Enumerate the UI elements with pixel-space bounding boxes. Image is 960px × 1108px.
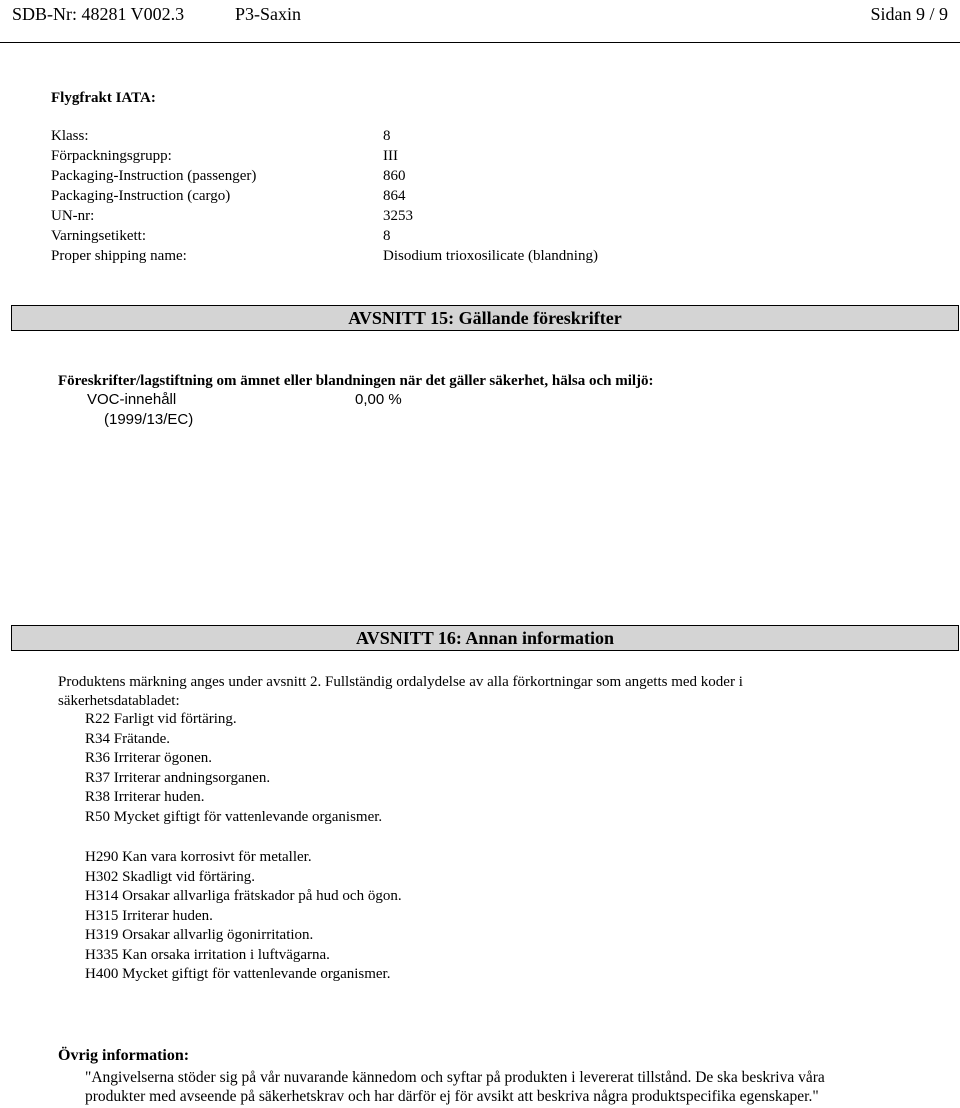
regulations-subheading: Föreskrifter/lagstiftning om ämnet eller blandningen när det gäller säkerhet, hälsa och miljö: — [58, 373, 654, 389]
voc-value: 0,00 % — [355, 391, 402, 408]
list-item: R22 Farligt vid förtäring. — [85, 711, 237, 727]
row-value: 3253 — [383, 208, 413, 224]
row-label: UN-nr: — [51, 208, 95, 224]
list-item: H335 Kan orsaka irritation i luftvägarna. — [85, 946, 330, 963]
voc-reference: (1999/13/EC) — [104, 411, 194, 428]
other-info-title: Övrig information: — [58, 1047, 190, 1064]
list-item: H315 Irriterar huden. — [85, 907, 213, 924]
row-value: 8 — [383, 128, 391, 144]
list-item: R50 Mycket giftigt för vattenlevande organismer. — [85, 808, 383, 825]
list-item: H314 Orsakar allvarliga frätskador på hud och ögon. — [85, 888, 402, 904]
row-value: Disodium trioxosilicate (blandning) — [383, 248, 598, 264]
list-item: H302 Skadligt vid förtäring. — [85, 868, 255, 885]
row-label: Packaging-Instruction (passenger) — [51, 168, 257, 184]
row-label: Proper shipping name: — [51, 248, 187, 264]
section-16-intro-line1: Produktens märkning anges under avsnitt 2. Fullständig ordalydelse av alla förkortningar som angetts med koder i — [58, 674, 743, 690]
other-info-line2: produkter med avseende på säkerhetskrav och har därför ej för avsikt att beskriva några produktspecifika egenskaper." — [85, 1088, 819, 1105]
row-label: Klass: — [51, 128, 89, 144]
row-value: III — [383, 148, 398, 164]
row-value: 8 — [383, 228, 391, 244]
section-16-intro-line2: säkerhetsdatabladet: — [58, 693, 180, 709]
air-transport-title: Flygfrakt IATA: — [51, 90, 156, 106]
voc-label: VOC-innehåll — [87, 391, 177, 408]
list-item: R37 Irriterar andningsorganen. — [85, 769, 271, 786]
r-phrase-list — [85, 710, 382, 827]
list-item: R34 Frätande. — [85, 730, 170, 747]
other-info-line1: "Angivelserna stöder sig på vår nuvarande kännedom och syftar på produkten i levererat tillstånd. De ska beskriva våra — [85, 1069, 825, 1086]
header-divider — [0, 42, 960, 43]
doc-id: SDB-Nr: 48281 V002.3 — [12, 4, 185, 24]
row-value: 864 — [383, 188, 406, 204]
h-phrase-list — [85, 848, 402, 985]
row-label: Förpackningsgrupp: — [51, 148, 172, 164]
list-item: R38 Irriterar huden. — [85, 789, 205, 805]
section-15-heading: AVSNITT 15: Gällande föreskrifter — [11, 305, 959, 331]
row-value: 860 — [383, 168, 406, 184]
row-label: Varningsetikett: — [51, 228, 146, 244]
list-item: H400 Mycket giftigt för vattenlevande organismer. — [85, 966, 391, 982]
list-item: R36 Irriterar ögonen. — [85, 750, 213, 766]
list-item: H319 Orsakar allvarlig ögonirritation. — [85, 927, 314, 943]
section-16-heading: AVSNITT 16: Annan information — [11, 625, 959, 651]
list-item: H290 Kan vara korrosivt för metaller. — [85, 849, 312, 865]
row-label: Packaging-Instruction (cargo) — [51, 188, 231, 204]
product-name: P3-Saxin — [235, 4, 302, 24]
page-number: Sidan 9 / 9 — [870, 4, 948, 24]
